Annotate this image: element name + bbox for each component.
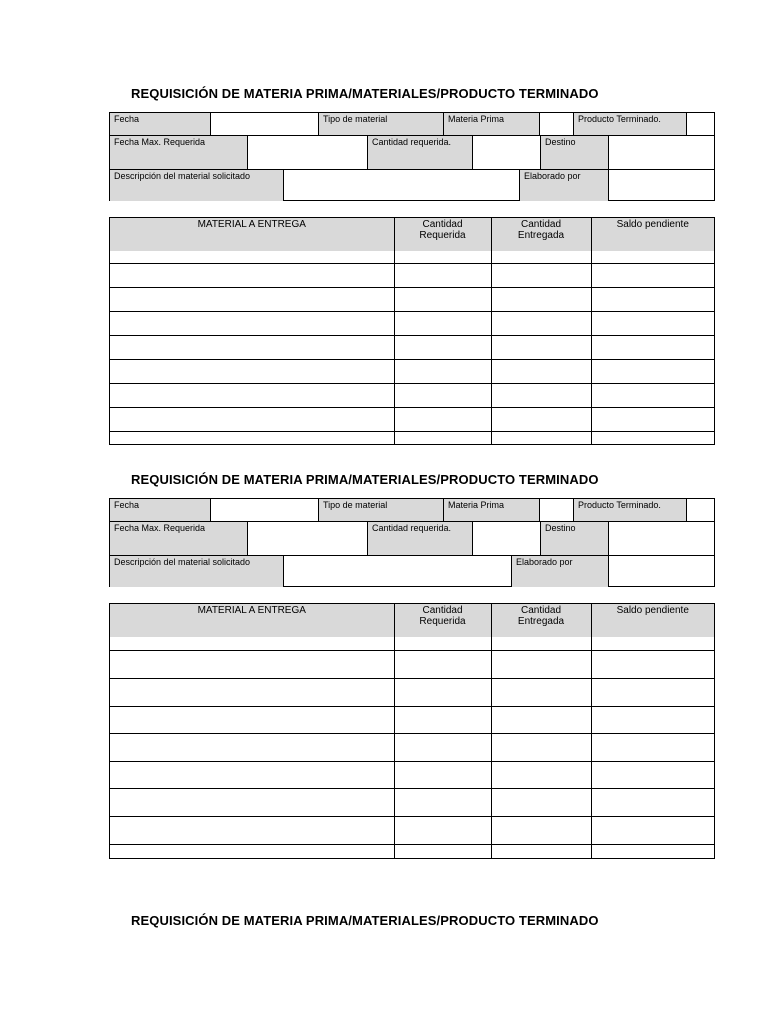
table-row (110, 251, 714, 263)
tipo-material-label: Tipo de material (318, 113, 443, 135)
descripcion-field[interactable] (283, 555, 511, 587)
col-saldo-pendiente: Saldo pendiente (591, 218, 714, 251)
col-cantidad-requerida: Cantidad Requerida (394, 604, 491, 637)
table-row (110, 789, 714, 817)
materia-prima-label: Materia Prima (443, 499, 539, 521)
cantidad-requerida-label: Cantidad requerida. (367, 135, 472, 169)
materia-prima-label: Materia Prima (443, 113, 539, 135)
destino-label: Destino (540, 135, 608, 169)
tipo-material-label: Tipo de material (318, 499, 443, 521)
descripcion-label: Descripción del material solicitado (110, 555, 283, 587)
descripcion-field[interactable] (283, 169, 519, 201)
producto-terminado-label: Producto Terminado. (573, 499, 686, 521)
fecha-field[interactable] (210, 499, 318, 521)
table-row (110, 263, 714, 287)
materia-prima-checkbox[interactable] (539, 113, 573, 135)
fecha-field[interactable] (210, 113, 318, 135)
cantidad-requerida-field[interactable] (472, 521, 540, 555)
table-row (110, 384, 714, 408)
table-row (110, 311, 714, 335)
destino-field[interactable] (608, 135, 715, 169)
col-material: MATERIAL A ENTREGA (110, 604, 394, 637)
producto-terminado-label: Producto Terminado. (573, 113, 686, 135)
form-title: REQUISICIÓN DE MATERIA PRIMA/MATERIALES/PRODUCTO TERMINADO (131, 86, 599, 101)
table-row (110, 408, 714, 432)
table-row (110, 817, 714, 845)
table-row (110, 706, 714, 734)
col-cantidad-entregada: Cantidad Entregada (491, 604, 591, 637)
table-row (110, 432, 714, 444)
table-row (110, 844, 714, 858)
elaborado-por-label: Elaborado por (511, 555, 608, 587)
destino-label: Destino (540, 521, 608, 555)
col-saldo-pendiente: Saldo pendiente (591, 604, 714, 637)
table-row (110, 360, 714, 384)
descripcion-label: Descripción del material solicitado (110, 169, 283, 201)
col-cantidad-entregada: Cantidad Entregada (491, 218, 591, 251)
fecha-max-label: Fecha Max. Requerida (110, 135, 247, 169)
producto-terminado-checkbox[interactable] (686, 113, 715, 135)
cantidad-requerida-field[interactable] (472, 135, 540, 169)
cantidad-requerida-label: Cantidad requerida. (367, 521, 472, 555)
col-material: MATERIAL A ENTREGA (110, 218, 394, 251)
table-row (110, 335, 714, 359)
destino-field[interactable] (608, 521, 715, 555)
col-cantidad-requerida: Cantidad Requerida (394, 218, 491, 251)
fecha-max-label: Fecha Max. Requerida (110, 521, 247, 555)
form-title: REQUISICIÓN DE MATERIA PRIMA/MATERIALES/PRODUCTO TERMINADO (131, 472, 599, 487)
fecha-max-field[interactable] (247, 521, 367, 555)
fecha-label: Fecha (110, 499, 210, 521)
table-row (110, 678, 714, 706)
table-row (110, 651, 714, 679)
materia-prima-checkbox[interactable] (539, 499, 573, 521)
header-box (109, 498, 715, 587)
elaborado-por-field[interactable] (608, 169, 715, 201)
form-title: REQUISICIÓN DE MATERIA PRIMA/MATERIALES/PRODUCTO TERMINADO (131, 913, 599, 928)
material-table (109, 217, 715, 445)
fecha-max-field[interactable] (247, 135, 367, 169)
elaborado-por-field[interactable] (608, 555, 715, 587)
table-row (110, 734, 714, 762)
fecha-label: Fecha (110, 113, 210, 135)
producto-terminado-checkbox[interactable] (686, 499, 715, 521)
table-row (110, 761, 714, 789)
table-row (110, 287, 714, 311)
header-box (109, 112, 715, 201)
material-table (109, 603, 715, 859)
table-row (110, 637, 714, 651)
elaborado-por-label: Elaborado por (519, 169, 608, 201)
